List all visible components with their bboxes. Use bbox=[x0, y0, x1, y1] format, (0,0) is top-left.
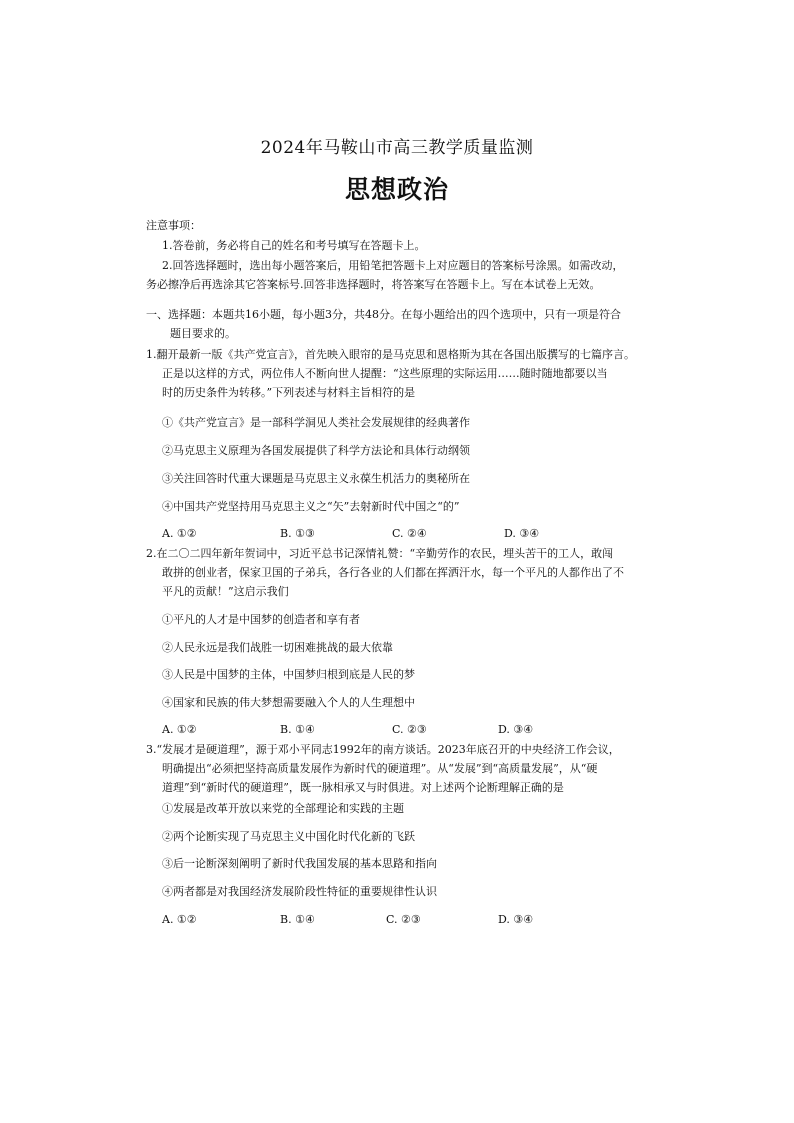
question-3-choice-b[interactable]: B. ①④ bbox=[280, 913, 315, 926]
question-1-option-2: ②马克思主义原理为各国发展提供了科学方法论和具体行动纲领 bbox=[162, 444, 470, 457]
question-2-choice-d[interactable]: D. ③④ bbox=[498, 723, 534, 736]
question-1-stem-line-2: 正是以这样的方式，两位伟人不断向世人提醒：“这些原理的实际运用……随时随地都要以当 bbox=[162, 367, 608, 380]
question-2-choice-b[interactable]: B. ①④ bbox=[280, 723, 315, 736]
question-1-choice-b[interactable]: B. ①③ bbox=[280, 527, 315, 540]
question-1-stem-line-3: 时的历史条件为转移。”下列表述与材料主旨相符的是 bbox=[162, 386, 416, 399]
question-2-stem-line-1: 2.在二〇二四年新年贺词中，习近平总书记深情礼赞：“辛勤劳作的农民，埋头苦干的工人，敢闯 bbox=[146, 547, 614, 560]
question-2-stem-line-2: 敢拼的创业者，保家卫国的子弟兵，各行各业的人们都在挥洒汗水，每一个平凡的人都作出了不 bbox=[162, 566, 624, 579]
exam-title: 2024年马鞍山市高三教学质量监测 bbox=[260, 138, 534, 158]
question-1-option-1: ①《共产党宣言》是一部科学洞见人类社会发展规律的经典著作 bbox=[162, 416, 470, 429]
question-3-stem-line-2: 明确提出“必须把坚持高质量发展作为新时代的硬道理”。从“发展”到“高质量发展”，从“硬 bbox=[162, 762, 598, 775]
question-3-option-1: ①发展是改革开放以来党的全部理论和实践的主题 bbox=[162, 802, 404, 815]
question-2-stem-line-3: 平凡的贡献！”这启示我们 bbox=[162, 585, 289, 598]
question-2-option-1: ①平凡的人才是中国梦的创造者和享有者 bbox=[162, 613, 360, 626]
question-3-option-2: ②两个论断实现了马克思主义中国化时代化新的飞跃 bbox=[162, 830, 415, 843]
question-2-choice-a[interactable]: A. ①② bbox=[162, 723, 197, 736]
question-3-option-3: ③后一论断深刻阐明了新时代我国发展的基本思路和指向 bbox=[162, 857, 437, 870]
section-instruction-line-2: 题目要求的。 bbox=[170, 327, 236, 340]
question-1-option-3: ③关注回答时代重大课题是马克思主义永葆生机活力的奥秘所在 bbox=[162, 472, 470, 485]
question-1-choice-d[interactable]: D. ③④ bbox=[504, 527, 540, 540]
question-2-choice-c[interactable]: C. ②③ bbox=[392, 723, 427, 736]
notes-heading: 注意事项： bbox=[146, 219, 201, 232]
question-2-option-4: ④国家和民族的伟大梦想需要融入个人的人生理想中 bbox=[162, 696, 415, 709]
question-3-stem-line-1: 3.“发展才是硬道理”，源于邓小平同志1992年的南方谈话。2023年底召开的中央经济工作会议， bbox=[146, 743, 620, 756]
note-item-2-line-1: 2.回答选择题时，选出每小题答案后，用铅笔把答题卡上对应题目的答案标号涂黑。如需改动， bbox=[162, 259, 624, 272]
question-3-stem-line-3: 道理”到“新时代的硬道理”，既一脉相承又与时俱进。对上述两个论断理解正确的是 bbox=[162, 781, 564, 794]
question-2-option-3: ③人民是中国梦的主体，中国梦归根到底是人民的梦 bbox=[162, 668, 415, 681]
question-3-choice-c[interactable]: C. ②③ bbox=[386, 913, 421, 926]
question-2-option-2: ②人民永远是我们战胜一切困难挑战的最大依靠 bbox=[162, 641, 393, 654]
question-3-choice-d[interactable]: D. ③④ bbox=[498, 913, 534, 926]
question-1-choice-a[interactable]: A. ①② bbox=[162, 527, 197, 540]
question-3-choice-a[interactable]: A. ①② bbox=[162, 913, 197, 926]
question-1-choice-c[interactable]: C. ②④ bbox=[392, 527, 427, 540]
note-item-1: 1.答卷前，务必将自己的姓名和考号填写在答题卡上。 bbox=[162, 239, 426, 252]
question-1-option-4: ④中国共产党坚持用马克思主义之“矢”去射新时代中国之“的” bbox=[162, 500, 460, 513]
note-item-2-line-2: 务必擦净后再选涂其它答案标号.回答非选择题时，将答案写在答题卡上。写在本试卷上无效。 bbox=[146, 278, 601, 291]
subject-title: 思想政治 bbox=[344, 175, 449, 204]
question-1-stem-line-1: 1.翻开最新一版《共产党宣言》，首先映入眼帘的是马克思和恩格斯为其在各国出版撰写的七篇序言。 bbox=[146, 348, 635, 361]
question-3-option-4: ④两者都是对我国经济发展阶段性特征的重要规律性认识 bbox=[162, 885, 437, 898]
section-instruction-line-1: 一、选择题：本题共16小题，每小题3分，共48分。在每小题给出的四个选项中，只有一项是符合 bbox=[146, 308, 621, 321]
